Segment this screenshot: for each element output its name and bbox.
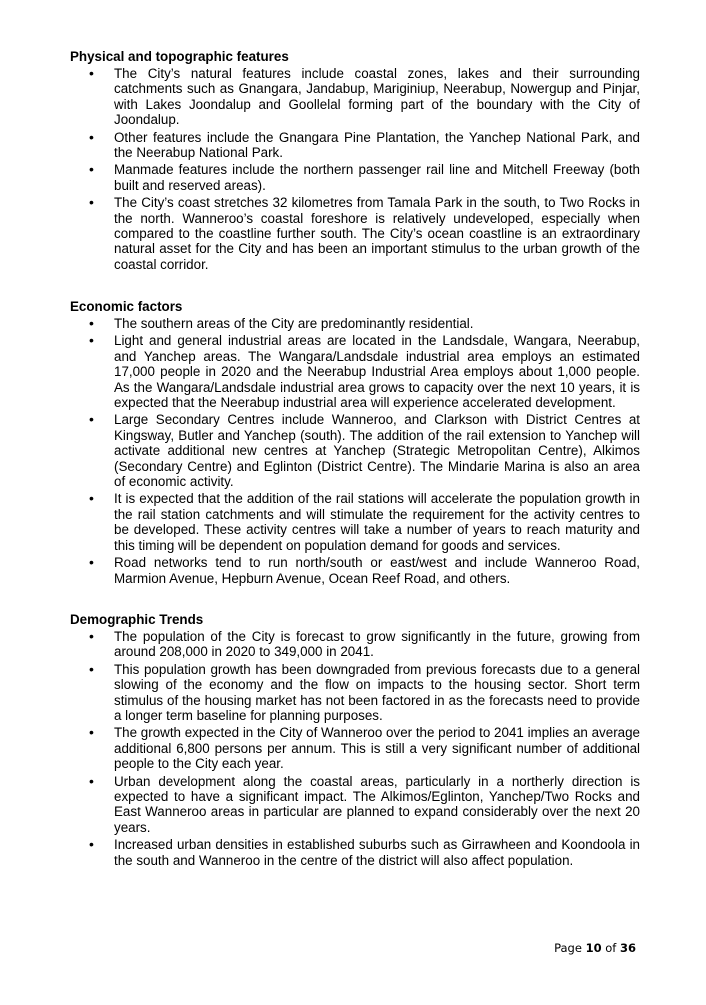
bullet-item: • Urban development along the coastal areas, particularly in a northerly direction is expected to have a significant impact. The Alkimos/Eglinton, Yanchep/Two Rocks and East Wanneroo areas in particular are planned to expand considerably over the next 20 years. [114,774,640,836]
section-physical-topographic [70,49,640,274]
footer-total-pages: 36 [619,941,636,955]
section-heading: Demographic Trends [70,612,204,627]
bullet-item: • Light and general industrial areas are located in the Landsdale, Wangara, Neerabup, and Yanchep areas. The Wangara/Landsdale industrial area employs an estimated 17,000 people in 2020 and the Neerabup Industrial Area employs about 1,000 people. As the Wangara/Landsdale industrial area grows to capacity over the next 10 years, it is expected that the Neerabup industrial area will experience accelerated development. [114,333,640,410]
section-demographic-trends [70,612,640,870]
bullet-item: • The growth expected in the City of Wanneroo over the period to 2041 implies an average additional 6,800 persons per annum. This is still a very significant number of additional people to the City each year. [114,725,640,771]
bullet-list [70,316,640,586]
section-heading: Physical and topographic features [70,49,289,64]
section-economic-factors [70,299,640,588]
bullet-item: • Road networks tend to run north/south or east/west and include Wanneroo Road, Marmion Avenue, Hepburn Avenue, Ocean Reef Road, and others. [114,555,640,586]
bullet-item: • Large Secondary Centres include Wanneroo, and Clarkson with District Centres at Kingsway, Butler and Yanchep (south). The addition of the rail extension to Yanchep will activate additional new centres at Yanchep (Strategic Metropolitan Centre), Alkimos (Secondary Centre) and Eglinton (District Centre). The Mindarie Marina is also an area of economic activity. [114,412,640,489]
bullet-item: • Increased urban densities in established suburbs such as Girrawheen and Koondoola in the south and Wanneroo in the centre of the district will also affect population. [114,837,640,868]
bullet-item: • It is expected that the addition of the rail stations will accelerate the population growth in the rail station catchments and will stimulate the requirement for the activity centres to be developed. These activity centres will take a number of years to reach maturity and this timing will be dependent on population demand for goods and services. [114,491,640,553]
bullet-item: • The City’s natural features include coastal zones, lakes and their surrounding catchments such as Gnangara, Jandabup, Mariginiup, Neerabup, Nowergup and Pinjar, with Lakes Joondalup and Goollelal forming part of the boundary with the City of Joondalup. [114,66,640,128]
bullet-item: • The southern areas of the City are predominantly residential. [114,316,640,331]
bullet-item: • This population growth has been downgraded from previous forecasts due to a general slowing of the economy and the flow on impacts to the housing sector. Short term stimulus of the housing market has not been factored in as the forecasts need to provide a longer term baseline for planning purposes. [114,662,640,724]
footer-of-word: of [605,941,617,955]
page-number-footer [554,941,636,955]
footer-page-word: Page [554,941,582,955]
bullet-item: • Manmade features include the northern passenger rail line and Mitchell Freeway (both built and reserved areas). [114,162,640,193]
bullet-item: • The population of the City is forecast to grow significantly in the future, growing from around 208,000 in 2020 to 349,000 in 2041. [114,629,640,660]
section-heading: Economic factors [70,299,183,314]
bullet-list [70,66,640,272]
footer-page-number: 10 [585,941,602,955]
bullet-list [70,629,640,868]
bullet-item: • Other features include the Gnangara Pine Plantation, the Yanchep National Park, and the Neerabup National Park. [114,130,640,161]
bullet-item: • The City’s coast stretches 32 kilometres from Tamala Park in the south, to Two Rocks in the north. Wanneroo’s coastal foreshore is relatively undeveloped, especially when compared to the coastline further south. The City’s ocean coastline is an extraordinary natural asset for the City and has been an important stimulus to the urban growth of the coastal corridor. [114,195,640,272]
